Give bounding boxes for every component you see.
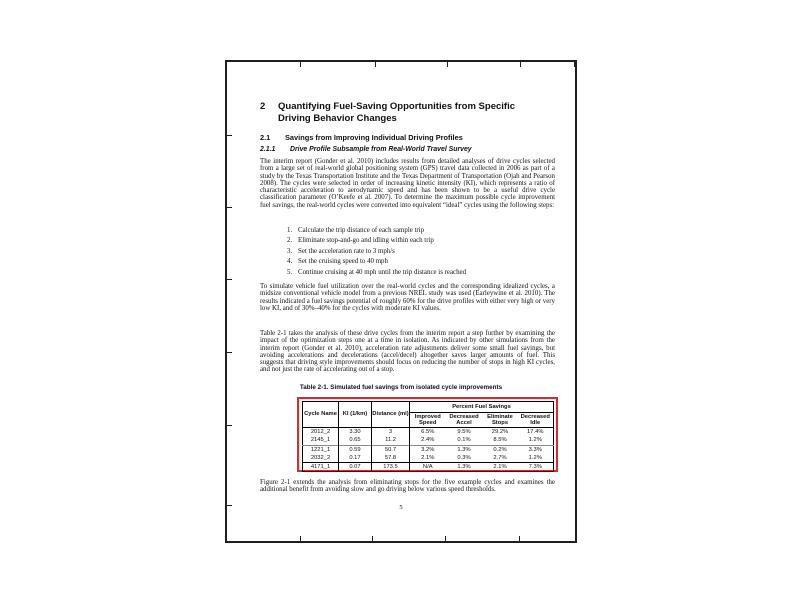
column-header-improved-speed: Improved Speed: [414, 413, 441, 426]
section-heading-text: Quantifying Fuel-Saving Opportunities from Specific Driving Behavior Changes: [278, 101, 515, 124]
ruler-tick: [300, 536, 301, 541]
table-cell: 7.3%: [528, 464, 542, 471]
ideal-cycle-steps-list: [287, 227, 466, 279]
ruler-tick: [227, 135, 232, 136]
table-cell: 0.59: [339, 445, 372, 454]
ruler-tick: [574, 62, 575, 67]
ruler-tick: [227, 425, 232, 426]
table-cell: 1.2%: [528, 437, 542, 444]
paragraph-table-analysis: Table 2-1 takes the analysis of these drive cycles from the interim report a step further by examining the impact of the optimization steps one at a time in isolation. As indicated by other simulations from the interim report (Gonder et al. 2010), acceleration rate adjustments deliver some small fuel savings, but avoiding accelerations and decelerations (accel/decel) altogether saves larger amounts of fuel. This suggests that driving style improvements should focus on reducing the number of stops in high KI cycles, and not just the rate of accelerating out of a stop.: [260, 330, 555, 374]
table-cell: 0.65: [339, 436, 372, 445]
table-cell: 8.5%: [493, 437, 507, 444]
table-cell: N/A: [422, 464, 433, 471]
table-cell: 29.2%: [491, 429, 509, 435]
ruler-tick: [227, 207, 232, 208]
column-header-distance: Distance (mi): [372, 402, 410, 428]
ruler-tick: [447, 62, 448, 67]
list-item-number: 1.: [287, 227, 293, 234]
list-item: [287, 258, 466, 265]
table-cell: 1.3%: [457, 464, 471, 471]
table-cell: 0.1%: [457, 437, 471, 444]
ruler-tick: [227, 279, 232, 280]
table-cell: 3.3%: [528, 446, 542, 453]
subsection-heading-text: Savings from Improving Individual Driving Profiles: [285, 133, 463, 142]
document-page: [225, 60, 577, 543]
table-cell: 0.3%: [457, 454, 471, 461]
table-cell: 3.2%: [421, 446, 435, 453]
subsubsection-heading: [260, 146, 472, 153]
table-cell: 6.5%: [421, 429, 435, 435]
ruler-tick: [375, 62, 376, 67]
column-header-decreased-idle: Decreased Idle: [520, 413, 550, 426]
table-cell: 1221_1: [303, 445, 339, 454]
list-item-text: Set the cruising speed to 40 mph: [298, 258, 388, 266]
table-row: [303, 454, 554, 463]
column-header-percent-fuel-savings: Percent Fuel Savings: [410, 402, 554, 413]
table-row: [303, 445, 554, 454]
table-cell: 0.2%: [493, 446, 507, 453]
table-row: [303, 428, 554, 437]
table-caption: Table 2-1. Simulated fuel savings from isolated cycle improvements: [299, 384, 503, 391]
list-item-number: 5.: [287, 268, 293, 276]
table-row: [303, 436, 554, 445]
list-item-number: 3.: [287, 247, 293, 255]
ruler-tick: [227, 352, 232, 353]
table-cell: 173.5: [372, 463, 410, 472]
table-cell: 2145_1: [303, 436, 339, 445]
table-row: [303, 463, 554, 472]
list-item: [287, 269, 466, 276]
paragraph-figure-reference: Figure 2-1 extends the analysis from eliminating stops for the five example cycles and examines the additional benefit from avoiding slow and go driving below various speed thresholds.: [260, 479, 555, 494]
table-cell: 3.30: [339, 428, 372, 437]
ruler-tick: [519, 536, 520, 541]
list-item-text: Continue cruising at 40 mph until the trip distance is reached: [298, 268, 467, 276]
paragraph-simulation: To simulate vehicle fuel utilization over the real-world cycles and the corresponding idealized cycles, a midsize conventional vehicle model from a previous NREL study was used (Earleywine et al. 2010). The results indicated a fuel savings potential of roughly 60% for the drive profiles with either very high or very low KI, and of 30%–40% for the cycles with moderate KI values.: [260, 283, 555, 312]
section-heading: [260, 101, 550, 125]
ruler-tick: [227, 505, 232, 506]
table-cell: 2.7%: [493, 454, 507, 461]
list-item-text: Calculate the trip distance of each sample trip: [298, 227, 425, 234]
table-cell: 17.4%: [527, 429, 544, 435]
column-header-decreased-accel: Decreased Accel: [449, 413, 479, 426]
list-item-number: 2.: [287, 237, 293, 245]
subsubsection-heading-text: Drive Profile Subsample from Real-World Travel Survey: [290, 146, 472, 153]
ruler-tick: [445, 536, 446, 541]
paragraph-intro: The interim report (Gonder et al. 2010) includes results from detailed analyses of drive cycles selected from a large set of real-world global positioning system (GPS) travel data collected in 2006 as part of a study by the Texas Transportation Institute and the Texas Department of Transportation (Ojah and Pearson 2008). The cycles were selected in order of increasing kinetic intensity (KI), which represents a ratio of characteristic acceleration to aerodynamic speed and has been shown to be a useful drive cycle classification parameter (O’Keefe et al. 2007). To determine the maximum possible cycle improvement fuel savings, the real-world cycles were converted into equivalent “ideal” cycles using the following steps:: [260, 158, 555, 209]
table-cell: 0.17: [339, 454, 372, 463]
table-cell: 2.4%: [421, 437, 435, 444]
list-item-text: Eliminate stop-and-go and idling within each trip: [298, 237, 434, 245]
table-cell: 2.1%: [421, 454, 435, 461]
column-header-cycle-name: Cycle Name: [303, 402, 339, 428]
subsubsection-heading-number: 2.1.1: [260, 146, 276, 153]
table-cell: 4171_1: [303, 463, 339, 472]
list-item-number: 4.: [287, 258, 293, 266]
table-cell: 3: [372, 428, 410, 437]
subsection-heading: [260, 133, 463, 142]
table-cell: 2.1%: [493, 464, 507, 471]
list-item-text: Set the acceleration rate to 3 mph/s: [298, 247, 395, 255]
table-cell: 2032_2: [303, 454, 339, 463]
table-cell: 50.7: [372, 445, 410, 454]
table-cell: 1.3%: [457, 446, 471, 453]
list-item: [287, 248, 466, 255]
table-highlight-box: [297, 397, 558, 472]
table-cell: 0.07: [339, 463, 372, 472]
table-cell: 11.2: [372, 436, 410, 445]
subsection-heading-number: 2.1: [260, 133, 271, 142]
page-number: 5: [399, 504, 403, 511]
ruler-tick: [372, 536, 373, 541]
ruler-tick: [520, 62, 521, 67]
column-header-eliminate-stops: Eliminate Stops: [487, 413, 513, 426]
fuel-savings-table: [302, 401, 554, 472]
table-cell: 57.8: [372, 454, 410, 463]
list-item: [287, 237, 466, 244]
table-cell: 9.5%: [457, 429, 471, 435]
ruler-tick: [300, 62, 301, 67]
table-cell: 1.2%: [528, 454, 542, 461]
section-heading-number: 2: [260, 101, 266, 112]
table-cell: 2012_2: [303, 428, 339, 437]
list-item: [287, 227, 466, 234]
column-header-ki: KI (1/km): [339, 402, 372, 428]
